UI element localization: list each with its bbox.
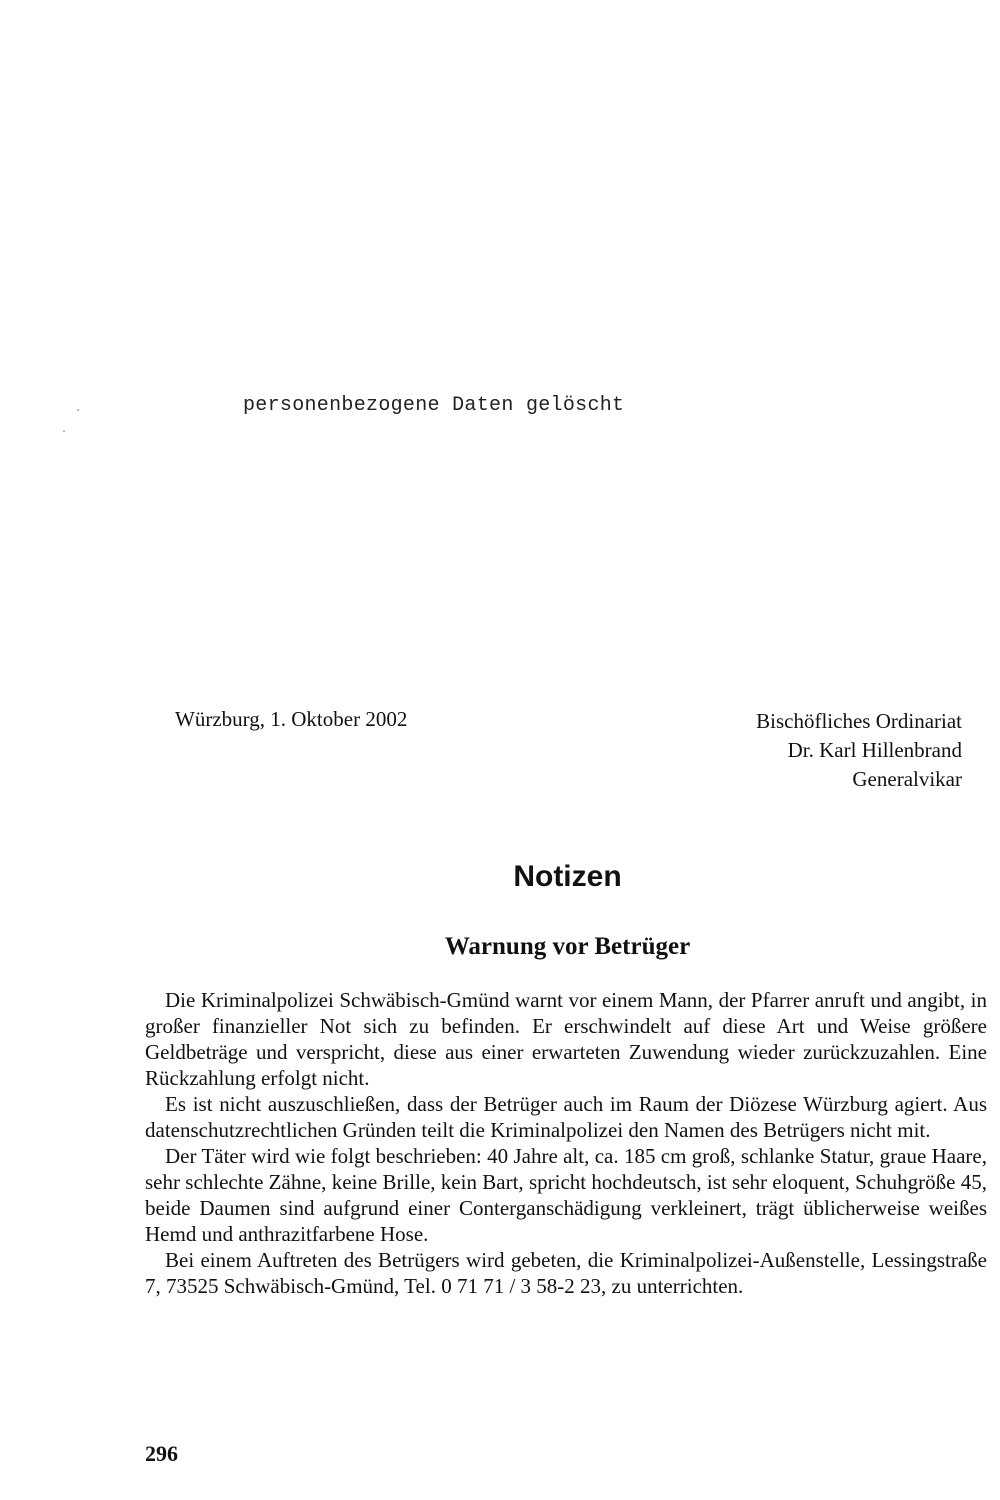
scan-speck bbox=[63, 430, 65, 432]
page-number: 296 bbox=[145, 1441, 178, 1466]
article-paragraph: Der Täter wird wie folgt beschrieben: 40 Jahre alt, ca. 185 cm groß, schlanke Statur, graue Haare, sehr schlechte Zähne, keine Brille, kein Bart, spricht hochdeutsch, ist sehr eloquent, Schuhgröße 45, beide Daumen sind aufgrund einer Conterganschädigung verkleinert, trägt üblicherweise weißes Hemd und anthrazitfarbene Hose. bbox=[145, 1144, 987, 1246]
signature-name: Dr. Karl Hillenbrand bbox=[787, 738, 962, 762]
article-paragraph: Die Kriminalpolizei Schwäbisch-Gmünd warnt vor einem Mann, der Pfarrer anruft und angibt, in großer finanzieller Not sich zu befinden. Er erschwindelt auf diese Art und Weise größere Geldbeträge und verspricht, diese aus einer erwarteten Zuwendung wieder zurückzuzahlen. Eine Rückzahlung erfolgt nicht. bbox=[145, 988, 987, 1090]
redaction-note: personenbezogene Daten gelöscht bbox=[243, 394, 625, 417]
scan-speck bbox=[77, 409, 79, 411]
signature-role: Generalvikar bbox=[852, 767, 962, 791]
section-title: Notizen bbox=[513, 860, 622, 893]
place-date: Würzburg, 1. Oktober 2002 bbox=[175, 707, 408, 731]
article-body bbox=[145, 987, 987, 1299]
signature-block bbox=[756, 707, 962, 794]
article-paragraph: Es ist nicht auszuschließen, dass der Betrüger auch im Raum der Diözese Würzburg agiert. Aus datenschutzrechtlichen Gründen teilt die Kriminalpolizei den Namen des Betrügers nicht mit. bbox=[145, 1092, 987, 1142]
article-title: Warnung vor Betrüger bbox=[444, 933, 691, 960]
article-paragraph: Bei einem Auftreten des Betrügers wird gebeten, die Kriminalpolizei-Außenstelle, Lessingstraße 7, 73525 Schwäbisch-Gmünd, Tel. 0 71 71 / 3 58-2 23, zu unterrichten. bbox=[145, 1248, 987, 1298]
signature-office: Bischöfliches Ordinariat bbox=[756, 709, 962, 733]
